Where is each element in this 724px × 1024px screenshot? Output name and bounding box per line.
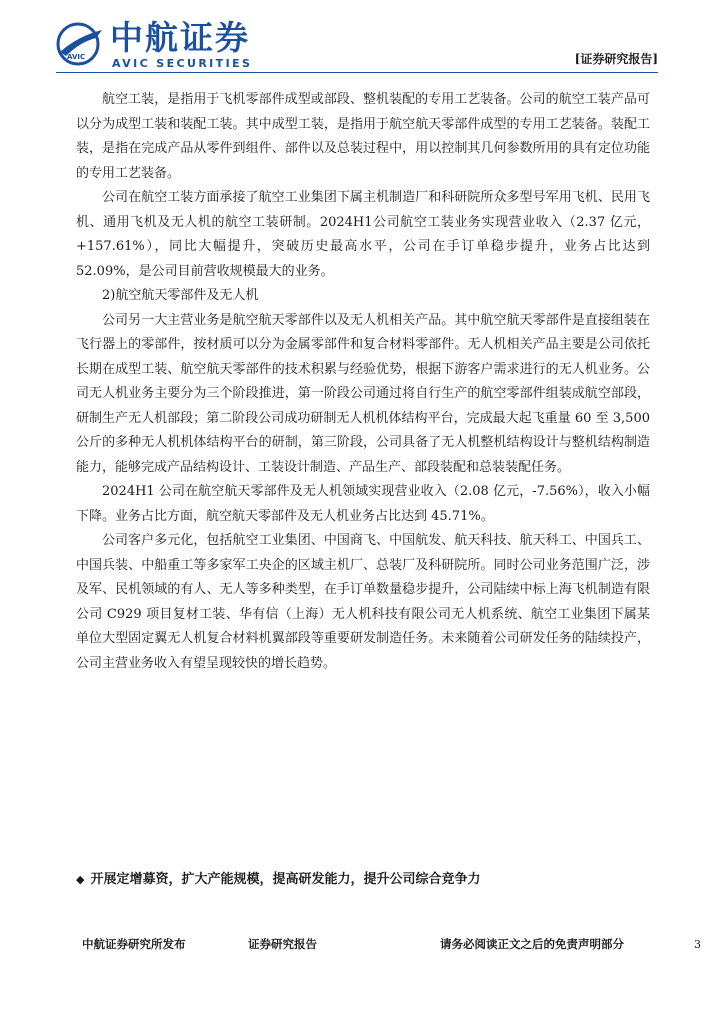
brand-name-cn: 中航证券	[110, 18, 250, 57]
section-title-text: 开展定增募资，扩大产能规模，提高研发能力，提升公司综合竞争力	[90, 872, 481, 887]
subsection-heading-parts-uav: 2)航空航天零部件及无人机	[102, 288, 259, 303]
report-type-tag: [证券研究报告]	[574, 52, 658, 66]
avic-logo-icon	[56, 22, 104, 66]
section-title	[76, 868, 480, 887]
paragraph-aviation-tooling-intro: 航空工装，是指用于飞机零部件成型或部段、整机装配的专用工艺装备。公司的航空工装产品可以分为成型工装和装配工装。其中成型工装，是指用于航空航天零部件成型的专用工艺装备。装配工装，是指在完成产品从零件到组件、部件以及总装过程中，用以控制其几何参数所用的具有定位功能的专用工艺装备。	[76, 92, 650, 181]
paragraph-aviation-tooling-revenue: 公司在航空工装方面承接了航空工业集团下属主机制造厂和科研院所众多型号军用飞机、民用飞机、通用飞机及无人机的航空工装研制。2024H1公司航空工装业务实现营业收入（2.37 亿元，+157.61%），同比大幅提升，突破历史最高水平，公司在手订单稳步提升，业务占比达到 52.09%，是公司目前营收规模最大的业务。	[76, 190, 650, 279]
footer-disclaimer-note: 请务必阅读正文之后的免责声明部分	[440, 937, 624, 951]
header-divider	[56, 72, 658, 73]
page-footer	[0, 936, 724, 966]
diamond-bullet-icon: ◆	[76, 873, 85, 886]
paragraph-parts-uav-revenue: 2024H1 公司在航空航天零部件及无人机领域实现营业收入（2.08 亿元，-7.56%），收入小幅下降。业务占比方面，航空航天零部件及无人机业务占比达到 45.71%。	[76, 484, 650, 524]
footer-report-type: 证券研究报告	[248, 937, 317, 951]
logo-mark-text: AVIC	[67, 53, 86, 61]
footer-publisher: 中航证券研究所发布	[82, 937, 186, 951]
brand-name-en: AVIC SECURITIES	[112, 57, 253, 70]
paragraph-customers: 公司客户多元化，包括航空工业集团、中国商飞、中国航发、航天科技、航天科工、中国兵工、中国兵装、中船重工等多家军工央企的区域主机厂、总装厂及科研院所。同时公司业务范围广泛，涉及军、民机领域的有人、无人等多种类型，在手订单数量稳步提升，公司陆续中标上海飞机制造有限公司 C929 项目复材工装、华有信（上海）无人机科技有限公司无人机系统、航空工业集团下属某单位大型固定翼无人机复合材料机翼部段等重要研发制造任务。未来随着公司研发任务的陆续投产，公司主营业务收入有望呈现较快的增长趋势。	[76, 533, 650, 671]
page-header	[0, 0, 724, 80]
page-number: 3	[694, 938, 701, 951]
paragraph-parts-uav-business: 公司另一大主营业务是航空航天零部件以及无人机相关产品。其中航空航天零部件是直接组装在飞行器上的零部件，按材质可以分为金属零部件和复合材料零部件。无人机相关产品主要是公司依托长期在成型工装、航空航天零部件的技术积累与经验优势，根据下游客户需求进行的无人机业务。公司无人机业务主要分为三个阶段推进，第一阶段公司通过将自行生产的航空零部件组装成航空部段，研制生产无人机部段；第二阶段公司成功研制无人机机体结构平台，完成最大起飞重量 60 至 3,500 公斤的多种无人机机体结构平台的研制，第三阶段，公司具备了无人机整机结构设计与整机结构制造能力，能够完成产品结构设计、工装设计制造、产品生产、部段装配和总装装配任务。	[76, 312, 650, 475]
main-content	[76, 88, 650, 676]
